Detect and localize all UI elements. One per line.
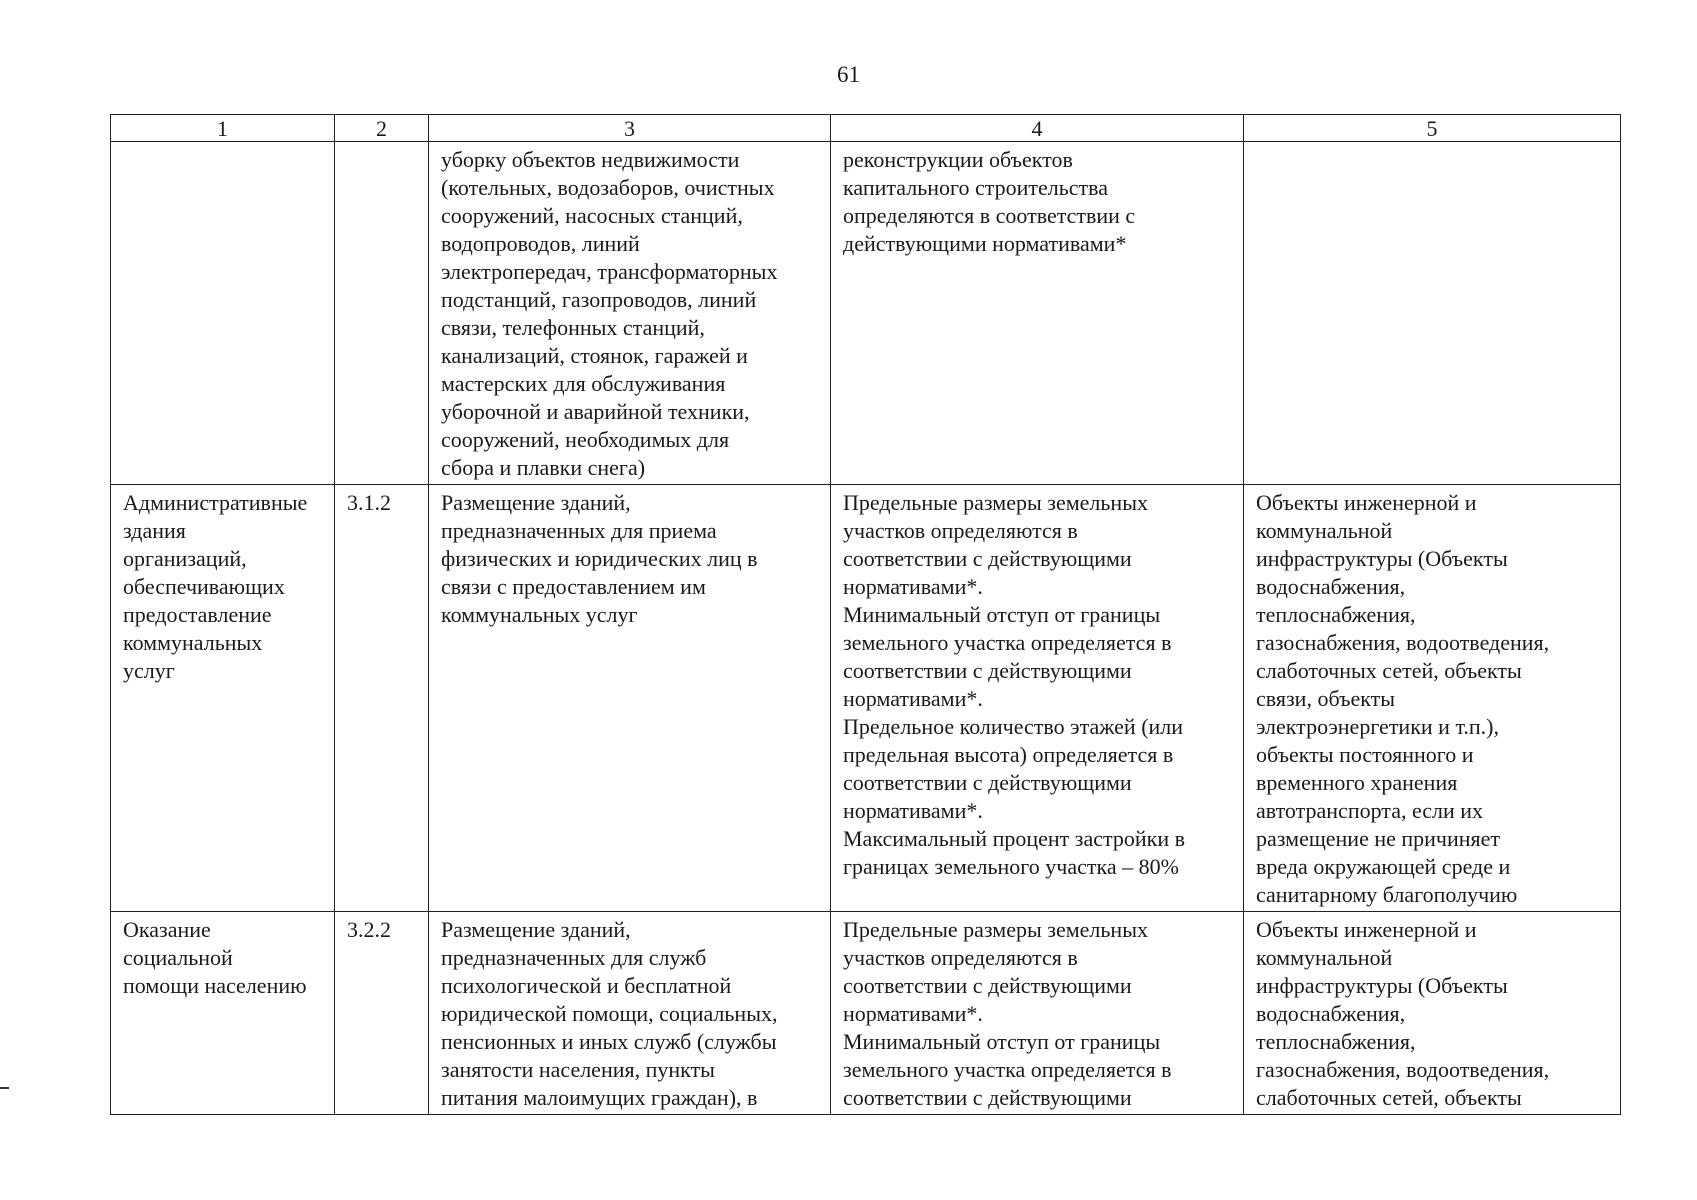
cell-text-line: водоснабжения,	[1256, 1001, 1406, 1026]
cell-text-line: электроэнергетики и т.п.),	[1256, 714, 1499, 739]
cell-text-line: предназначенных для приема	[441, 518, 717, 543]
cell-text-line: нормативами*.	[843, 574, 983, 599]
cell-text-line: Административные	[123, 490, 308, 515]
cell-text-line: Предельные размеры земельных	[843, 917, 1148, 942]
cell-text-line: сооружений, насосных станций,	[441, 203, 743, 228]
cell-text-line: связи, объекты	[1256, 686, 1396, 711]
cell-text-line: Минимальный отступ от границы	[843, 602, 1161, 627]
cell-use-type	[111, 912, 335, 1115]
cell-text-line: обеспечивающих	[123, 574, 285, 599]
cell-text-line: коммунальных услуг	[441, 602, 638, 627]
cell-code	[335, 912, 429, 1115]
cell-text-line: сооружений, необходимых для	[441, 427, 730, 452]
cell-text-line: объекты постоянного и	[1256, 742, 1474, 767]
cell-text-line: инфраструктуры (Объекты	[1256, 546, 1508, 571]
column-header-2: 2	[335, 115, 429, 142]
cell-text-line: соответствии с действующими	[843, 1085, 1132, 1110]
land-use-table	[110, 114, 1621, 1115]
cell-code	[335, 142, 429, 485]
cell-text-line: канализаций, стоянок, гаражей и	[441, 343, 748, 368]
column-header-3: 3	[429, 115, 831, 142]
cell-parameters	[831, 485, 1244, 912]
cell-text-line: питания малоимущих граждан), в	[441, 1085, 758, 1110]
cell-text-line: нормативами*.	[843, 686, 983, 711]
table-row	[111, 485, 1621, 912]
cell-text-line: организаций,	[123, 546, 247, 571]
cell-text-line: коммунальной	[1256, 945, 1393, 970]
cell-auxiliary-uses	[1244, 142, 1621, 485]
cell-text-line: газоснабжения, водоотведения,	[1256, 630, 1550, 655]
cell-text-line: Размещение зданий,	[441, 917, 631, 942]
cell-use-type	[111, 142, 335, 485]
cell-text-line: слаботочных сетей, объекты	[1256, 658, 1522, 683]
cell-text-line: юридической помощи, социальных,	[441, 1001, 778, 1026]
cell-text-line: (котельных, водозаборов, очистных	[441, 175, 775, 200]
cell-text-line: психологической и бесплатной	[441, 973, 732, 998]
margin-mark	[0, 1087, 9, 1089]
cell-description	[429, 485, 831, 912]
cell-use-type	[111, 485, 335, 912]
cell-text-line: соответствии с действующими	[843, 658, 1132, 683]
cell-text-line: 3.1.2	[347, 490, 391, 515]
cell-text-line: действующими нормативами*	[843, 231, 1127, 256]
table-row	[111, 142, 1621, 485]
cell-text-line: нормативами*.	[843, 1001, 983, 1026]
cell-text-line: услуг	[123, 658, 175, 683]
cell-text-line: теплоснабжения,	[1256, 602, 1416, 627]
cell-text-line: здания	[123, 518, 186, 543]
cell-text-line: инфраструктуры (Объекты	[1256, 973, 1508, 998]
cell-text-line: уборку объектов недвижимости	[441, 147, 740, 172]
cell-text-line: связи с предоставлением им	[441, 574, 706, 599]
cell-text-line: нормативами*.	[843, 798, 983, 823]
cell-text-line: Предельные размеры земельных	[843, 490, 1148, 515]
column-header-1: 1	[111, 115, 335, 142]
cell-code	[335, 485, 429, 912]
cell-text-line: участков определяются в	[843, 518, 1078, 543]
cell-text-line: Объекты инженерной и	[1256, 917, 1477, 942]
cell-text-line: 3.2.2	[347, 917, 391, 942]
cell-description	[429, 912, 831, 1115]
cell-text-line: определяются в соответствии с	[843, 203, 1136, 228]
cell-text-line: сбора и плавки снега)	[441, 455, 646, 480]
cell-text-line: Предельное количество этажей (или	[843, 714, 1184, 739]
cell-text-line: Размещение зданий,	[441, 490, 631, 515]
cell-text-line: мастерских для обслуживания	[441, 371, 726, 396]
cell-text-line: реконструкции объектов	[843, 147, 1073, 172]
cell-text-line: уборочной и аварийной техники,	[441, 399, 750, 424]
cell-text-line: соответствии с действующими	[843, 546, 1132, 571]
cell-parameters	[831, 142, 1244, 485]
cell-text-line: электропередач, трансформаторных	[441, 259, 778, 284]
cell-text-line: водопроводов, линий	[441, 231, 640, 256]
cell-text-line: коммунальной	[1256, 518, 1393, 543]
cell-text-line: Максимальный процент застройки в	[843, 826, 1185, 851]
cell-text-line: земельного участка определяется в	[843, 1057, 1172, 1082]
cell-description	[429, 142, 831, 485]
column-header-4: 4	[831, 115, 1244, 142]
cell-text-line: занятости населения, пункты	[441, 1057, 715, 1082]
cell-text-line: теплоснабжения,	[1256, 1029, 1416, 1054]
column-header-5: 5	[1244, 115, 1621, 142]
cell-text-line: Объекты инженерной и	[1256, 490, 1477, 515]
cell-text-line: физических и юридических лиц в	[441, 546, 758, 571]
page-number: 61	[837, 62, 860, 87]
table-row	[111, 912, 1621, 1115]
cell-text-line: помощи населению	[123, 973, 307, 998]
cell-text-line: слаботочных сетей, объекты	[1256, 1085, 1522, 1110]
cell-text-line: социальной	[123, 945, 233, 970]
cell-text-line: санитарному благополучию	[1256, 882, 1518, 907]
cell-auxiliary-uses	[1244, 912, 1621, 1115]
cell-text-line: соответствии с действующими	[843, 770, 1132, 795]
cell-text-line: участков определяются в	[843, 945, 1078, 970]
cell-text-line: капитального строительства	[843, 175, 1109, 200]
cell-text-line: связи, телефонных станций,	[441, 315, 705, 340]
cell-text-line: границах земельного участка – 80%	[843, 854, 1179, 879]
cell-text-line: подстанций, газопроводов, линий	[441, 287, 757, 312]
cell-text-line: предназначенных для служб	[441, 945, 707, 970]
cell-text-line: временного хранения	[1256, 770, 1458, 795]
cell-text-line: газоснабжения, водоотведения,	[1256, 1057, 1550, 1082]
cell-text-line: вреда окружающей среде и	[1256, 854, 1511, 879]
cell-text-line: коммунальных	[123, 630, 263, 655]
cell-text-line: предельная высота) определяется в	[843, 742, 1174, 767]
cell-text-line: размещение не причиняет	[1256, 826, 1501, 851]
cell-parameters	[831, 912, 1244, 1115]
cell-text-line: Минимальный отступ от границы	[843, 1029, 1161, 1054]
cell-text-line: пенсионных и иных служб (службы	[441, 1029, 777, 1054]
cell-text-line: земельного участка определяется в	[843, 630, 1172, 655]
cell-text-line: Оказание	[123, 917, 211, 942]
cell-text-line: автотранспорта, если их	[1256, 798, 1484, 823]
table-header-row	[111, 115, 1621, 142]
cell-auxiliary-uses	[1244, 485, 1621, 912]
cell-text-line: водоснабжения,	[1256, 574, 1406, 599]
cell-text-line: соответствии с действующими	[843, 973, 1132, 998]
cell-text-line: предоставление	[123, 602, 272, 627]
